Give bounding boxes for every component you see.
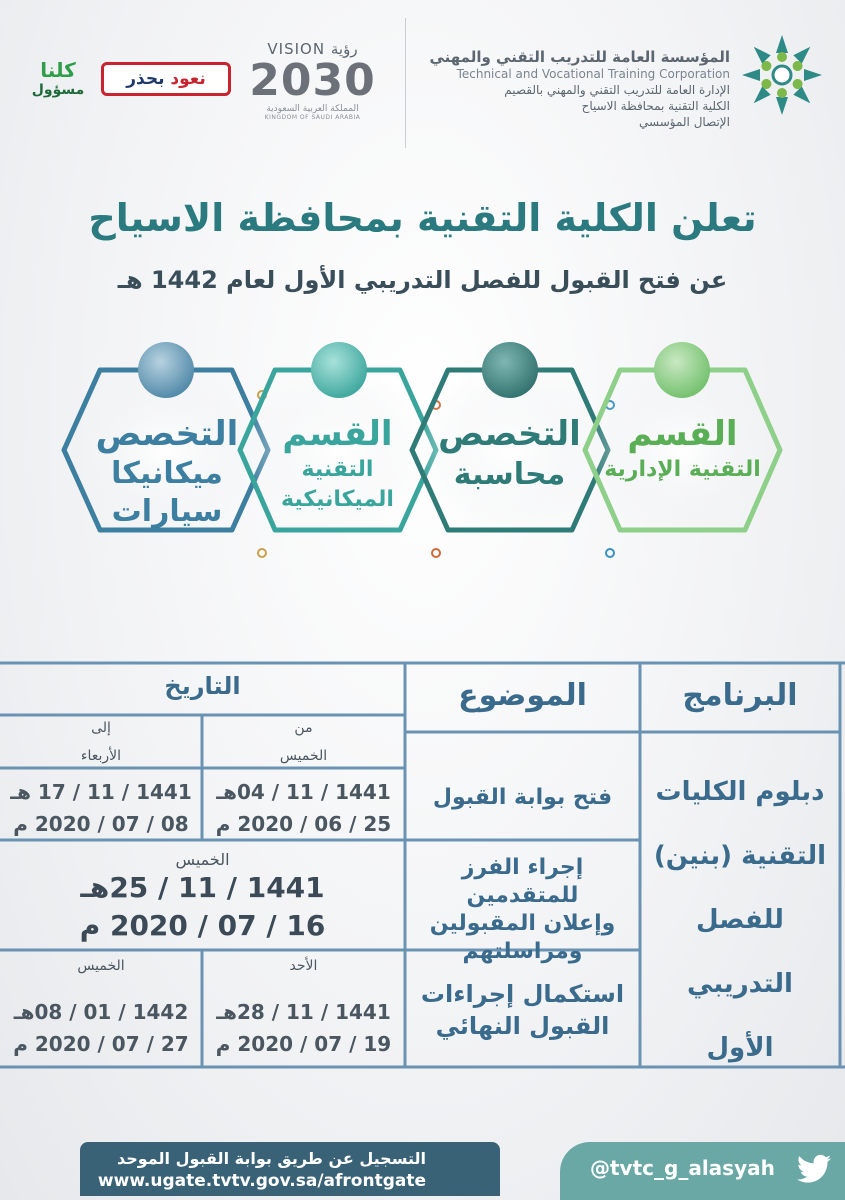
ball-3 — [311, 342, 367, 398]
registration-text: التسجيل عن طريق بوابة القبول الموحد — [117, 1149, 426, 1168]
org-dept: الإتصال المؤسسي — [638, 115, 730, 129]
org-block — [420, 48, 730, 130]
row-1-to-hijri: 1441 / 11 / 17 هـ — [10, 780, 192, 804]
vision-2030-logo — [245, 40, 380, 130]
row-3-to-day: الخميس — [77, 958, 125, 974]
page-title: تعلن الكلية التقنية بمحافظة الاسياح — [88, 196, 757, 240]
row-2-topic-line-2: وإعلان المقبولين — [429, 911, 616, 936]
row-1-from-greg: 25 / 06 / 2020 م — [215, 812, 392, 836]
departments-hexagons — [0, 325, 845, 625]
header-from: من — [294, 720, 313, 736]
hex-3-title: القسم — [282, 414, 393, 454]
row-2-greg: 16 / 07 / 2020 م — [79, 909, 326, 942]
twitter-icon — [797, 1154, 831, 1184]
row-1-to-date — [0, 776, 202, 840]
hex-4-title: التخصص — [95, 414, 239, 454]
hex-3-sub: التقنية الميكانيكية — [281, 457, 394, 512]
program-line-2: التقنية (بنين) — [653, 841, 827, 871]
ball-2 — [482, 342, 538, 398]
row-2-date — [0, 850, 405, 945]
row-3-topic-line-1: استكمال إجراءات — [420, 980, 625, 1008]
ball-1 — [654, 342, 710, 398]
twitter-handle[interactable]: @tvtc_g_alasyah — [590, 1156, 775, 1180]
row-2-day: الخميس — [175, 850, 230, 869]
header-to: إلى — [91, 720, 111, 736]
org-name-ar: المؤسسة العامة للتدريب التقني والمهني — [429, 48, 730, 66]
registration-banner — [80, 1142, 500, 1196]
row-3-to-greg: 27 / 07 / 2020 م — [13, 1032, 189, 1056]
page-subtitle: عن فتح القبول للفصل التدريبي الأول لعام 1442 هـ — [117, 266, 728, 294]
org-name-en: Technical and Vocational Training Corporation — [456, 67, 730, 81]
tvtc-logo-icon — [737, 30, 827, 120]
header-divider — [405, 18, 406, 148]
row-1-from-date — [202, 776, 405, 840]
row-1-from-day: الخميس — [279, 748, 328, 764]
hex-1-text — [600, 413, 765, 485]
schedule-table — [0, 660, 845, 1070]
vision-year: 2030 — [249, 55, 376, 106]
vision-kingdom-en: KINGDOM OF SAUDI ARABIA — [264, 114, 361, 121]
twitter-banner — [560, 1142, 845, 1200]
row-3-from-day: الأحد — [289, 958, 318, 974]
program-cell — [640, 760, 840, 1080]
row-2-topic-line-1: إجراء الفرز للمتقدمين — [461, 855, 584, 908]
program-line-3: للفصل التدريبي — [687, 905, 793, 999]
row-3-topic — [405, 978, 640, 1042]
row-3-to-date — [0, 996, 202, 1060]
row-1-topic: فتح بوابة القبول — [432, 785, 613, 810]
allresp-word-2: مسؤول — [31, 82, 85, 98]
hex-2-title: التخصص — [438, 414, 581, 454]
allresp-word-1: كلنا — [40, 58, 76, 82]
program-line-4: الأول — [706, 1033, 774, 1063]
header-topic: الموضوع — [458, 678, 587, 713]
row-2-topic — [405, 854, 640, 966]
org-college: الكلية التقنية بمحافظة الاسياح — [581, 99, 730, 113]
ball-4 — [138, 342, 194, 398]
row-2-hijri: 1441 / 11 / 25هـ — [80, 871, 325, 904]
row-3-from-date — [202, 996, 405, 1060]
registration-url[interactable]: www.ugate.tvtv.gov.sa/afrontgate — [97, 1171, 426, 1191]
hex-4-text — [82, 413, 252, 531]
hex-2-text — [427, 413, 592, 495]
header-date: التاريخ — [164, 672, 241, 700]
header-program: البرنامج — [682, 678, 798, 713]
hex-3-text — [255, 413, 420, 515]
careful-word-1: نعود — [170, 69, 206, 89]
careful-word-2: بحذر — [126, 69, 165, 89]
row-2-topic-line-3: ومراسلتهم — [462, 939, 583, 964]
vision-label: VISION رؤية — [267, 40, 358, 58]
hex-4-sub: ميكانيكا سيارات — [111, 456, 223, 529]
row-1-from-hijri: 1441 / 11 / 04هـ — [216, 780, 391, 804]
row-3-from-hijri: 1441 / 11 / 28هـ — [216, 1000, 391, 1024]
all-responsible-logo — [18, 60, 98, 100]
vision-kingdom-ar: المملكة العربية السعودية — [266, 104, 359, 114]
return-carefully-logo — [101, 62, 231, 96]
row-1-to-greg: 08 / 07 / 2020 م — [13, 812, 189, 836]
program-line-1: دبلوم الكليات — [655, 777, 825, 807]
hex-2-sub: محاسبة — [453, 457, 566, 492]
hex-1-title: القسم — [627, 414, 738, 454]
row-3-topic-line-2: القبول النهائي — [435, 1012, 610, 1040]
row-3-to-hijri: 1442 / 01 / 08هـ — [13, 1000, 189, 1024]
row-1-to-day: الأربعاء — [80, 748, 122, 764]
hex-1-sub: التقنية الإدارية — [604, 457, 761, 482]
org-region: الإدارة العامة للتدريب التقني والمهني بالقصيم — [504, 83, 730, 97]
row-3-from-greg: 19 / 07 / 2020 م — [215, 1032, 392, 1056]
